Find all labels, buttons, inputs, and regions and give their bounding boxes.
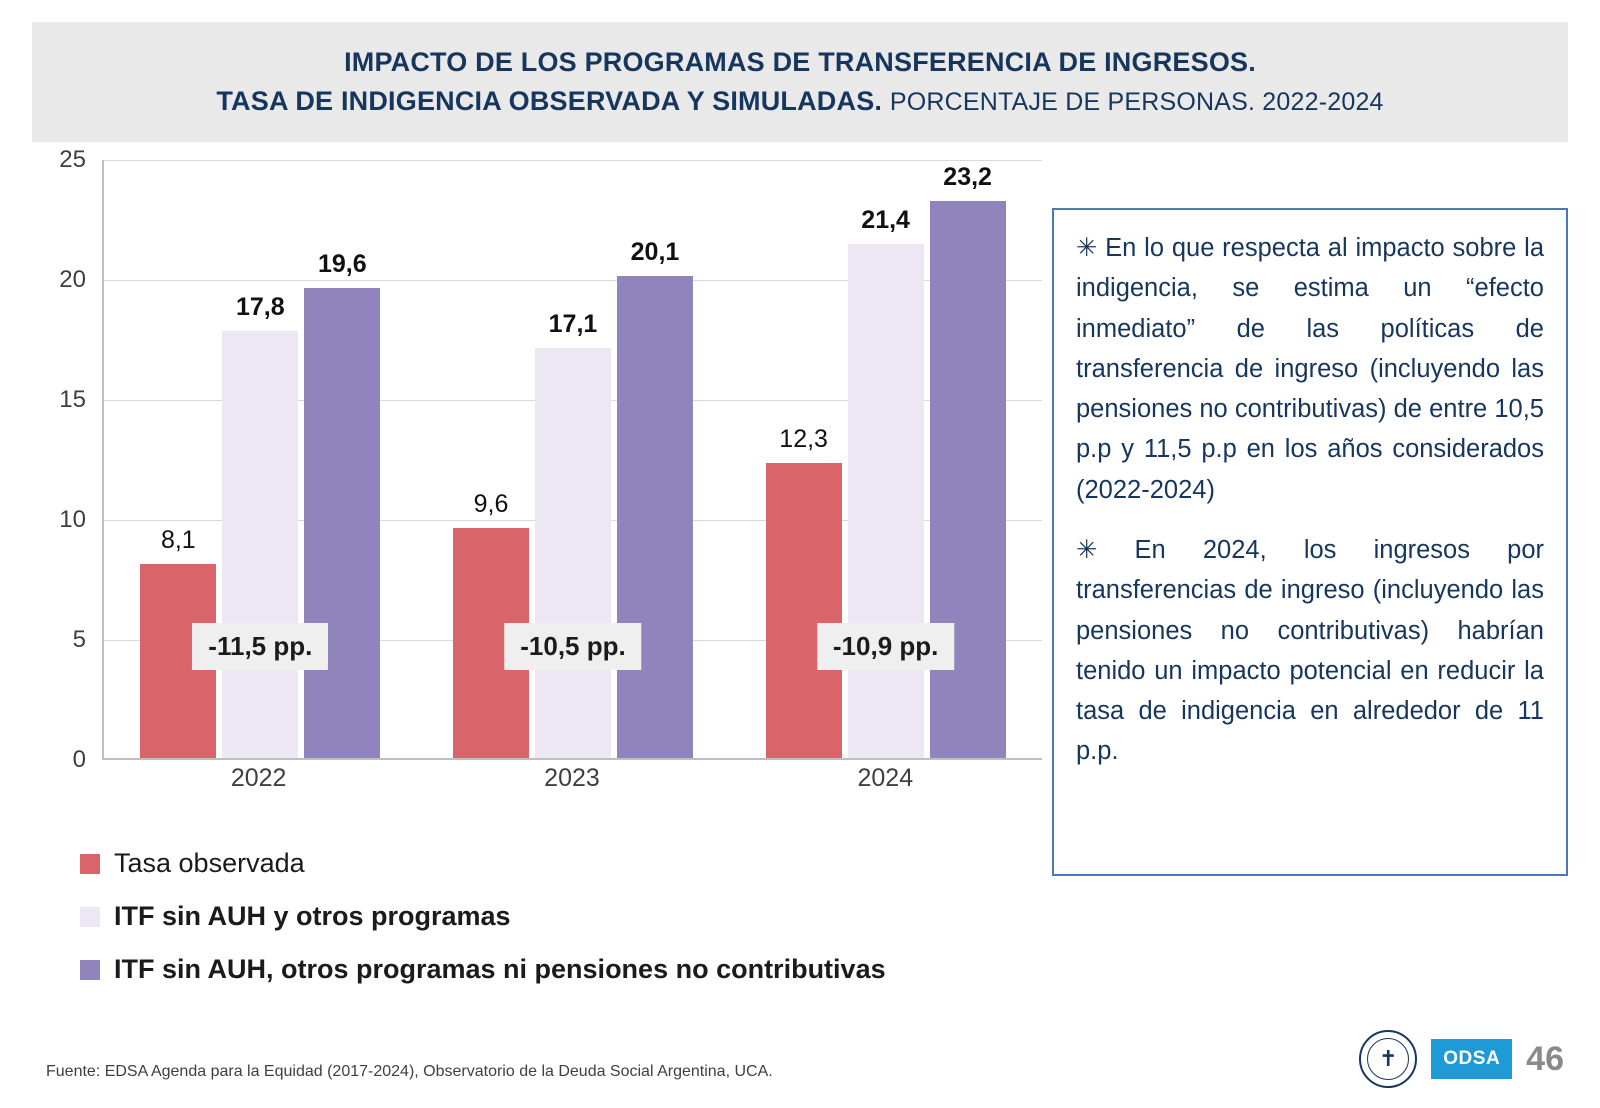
commentary-box	[1052, 208, 1568, 876]
bar-value-label: 17,8	[235, 292, 285, 321]
legend-label: ITF sin AUH y otros programas	[114, 901, 511, 931]
legend-item-itf-sin-auh-ni-pnc	[80, 954, 1030, 985]
y-axis	[32, 146, 94, 773]
page-subtitle-bold: TASA DE INDIGENCIA OBSERVADA Y SIMULADAS.	[216, 86, 883, 116]
chart-legend	[80, 848, 1030, 1007]
x-tick-2022: 2022	[230, 764, 287, 792]
footer-logos	[1359, 1030, 1564, 1088]
bar-value-label: 20,1	[630, 237, 680, 266]
uca-seal-icon	[1359, 1030, 1417, 1088]
y-tick-0: 0	[72, 746, 86, 773]
y-tick-25: 25	[59, 146, 86, 173]
legend-label: Tasa observada	[114, 848, 305, 878]
bar-chart	[32, 146, 1042, 820]
page-number: 46	[1526, 1039, 1564, 1078]
annotation-delta-2022: -11,5 pp.	[192, 623, 328, 670]
cross-glyph-icon: ✝	[1379, 1046, 1398, 1071]
odsa-logo: ODSA	[1431, 1039, 1512, 1079]
bar-itf-sin-auh-2022	[222, 292, 298, 758]
annotation-delta-2023: -10,5 pp.	[504, 623, 641, 670]
legend-swatch-icon	[80, 960, 100, 980]
y-tick-20: 20	[59, 266, 86, 293]
bar-groups	[104, 160, 1042, 758]
bar-itf-sin-auh-2024	[848, 206, 924, 758]
bar-value-label: 21,4	[861, 206, 910, 235]
page-subtitle-regular: PORCENTAJE DE PERSONAS. 2022-2024	[889, 88, 1384, 116]
bar-group-2023	[428, 160, 718, 758]
y-tick-10: 10	[59, 506, 86, 533]
y-tick-5: 5	[72, 626, 86, 653]
commentary-paragraph-1: ✳ En lo que respecta al impacto sobre la indigencia, se estima un “efecto inmediato” de las políticas de transferencia de ingreso (incluyendo las pensiones no contributivas) de entre 10,5 p.p y 11,5 p.p en los años considerados (2022-2024)	[1076, 234, 1544, 504]
bar-value-label: 12,3	[779, 424, 828, 453]
annotation-delta-2024: -10,9 pp.	[817, 623, 954, 670]
bar-itf-sin-auh-2023	[535, 309, 611, 758]
bar-value-label: 19,6	[317, 249, 367, 278]
y-tick-15: 15	[59, 386, 86, 413]
bar-value-label: 17,1	[548, 309, 598, 338]
bar-observada-2024	[766, 424, 842, 758]
legend-swatch-icon	[80, 907, 100, 927]
x-axis	[102, 764, 1042, 793]
bar-itf-sin-auh-ni-pnc-2022	[304, 249, 380, 758]
bar-group-2024	[741, 160, 1031, 758]
slide-header	[32, 22, 1568, 142]
x-tick-2024: 2024	[857, 764, 914, 792]
legend-item-tasa-observada	[80, 848, 1030, 879]
page-title-line-2	[216, 82, 1383, 121]
plot-area	[102, 160, 1042, 760]
bar-group-2022	[115, 160, 405, 758]
bar-value-label: 9,6	[473, 489, 509, 518]
page-title-line-1: IMPACTO DE LOS PROGRAMAS DE TRANSFERENCIA DE INGRESOS.	[344, 46, 1256, 77]
source-note: Fuente: EDSA Agenda para la Equidad (2017-2024), Observatorio de la Deuda Social Argentina, UCA.	[46, 1063, 773, 1080]
commentary-paragraph-2: ✳ En 2024, los ingresos por transferencias de ingreso (incluyendo las pensiones no contributivas) habrían tenido un impacto potencial en reducir la tasa de indigencia en alrededor de 11 p.p.	[1076, 535, 1544, 766]
legend-label: ITF sin AUH, otros programas ni pensiones no contributivas	[114, 954, 886, 984]
bar-itf-sin-auh-ni-pnc-2024	[930, 163, 1006, 758]
bar-itf-sin-auh-ni-pnc-2023	[617, 237, 693, 758]
bar-value-label: 23,2	[943, 163, 992, 192]
x-tick-2023: 2023	[544, 764, 600, 792]
bar-value-label: 8,1	[160, 525, 196, 554]
legend-swatch-icon	[80, 854, 100, 874]
legend-item-itf-sin-auh	[80, 901, 1030, 932]
